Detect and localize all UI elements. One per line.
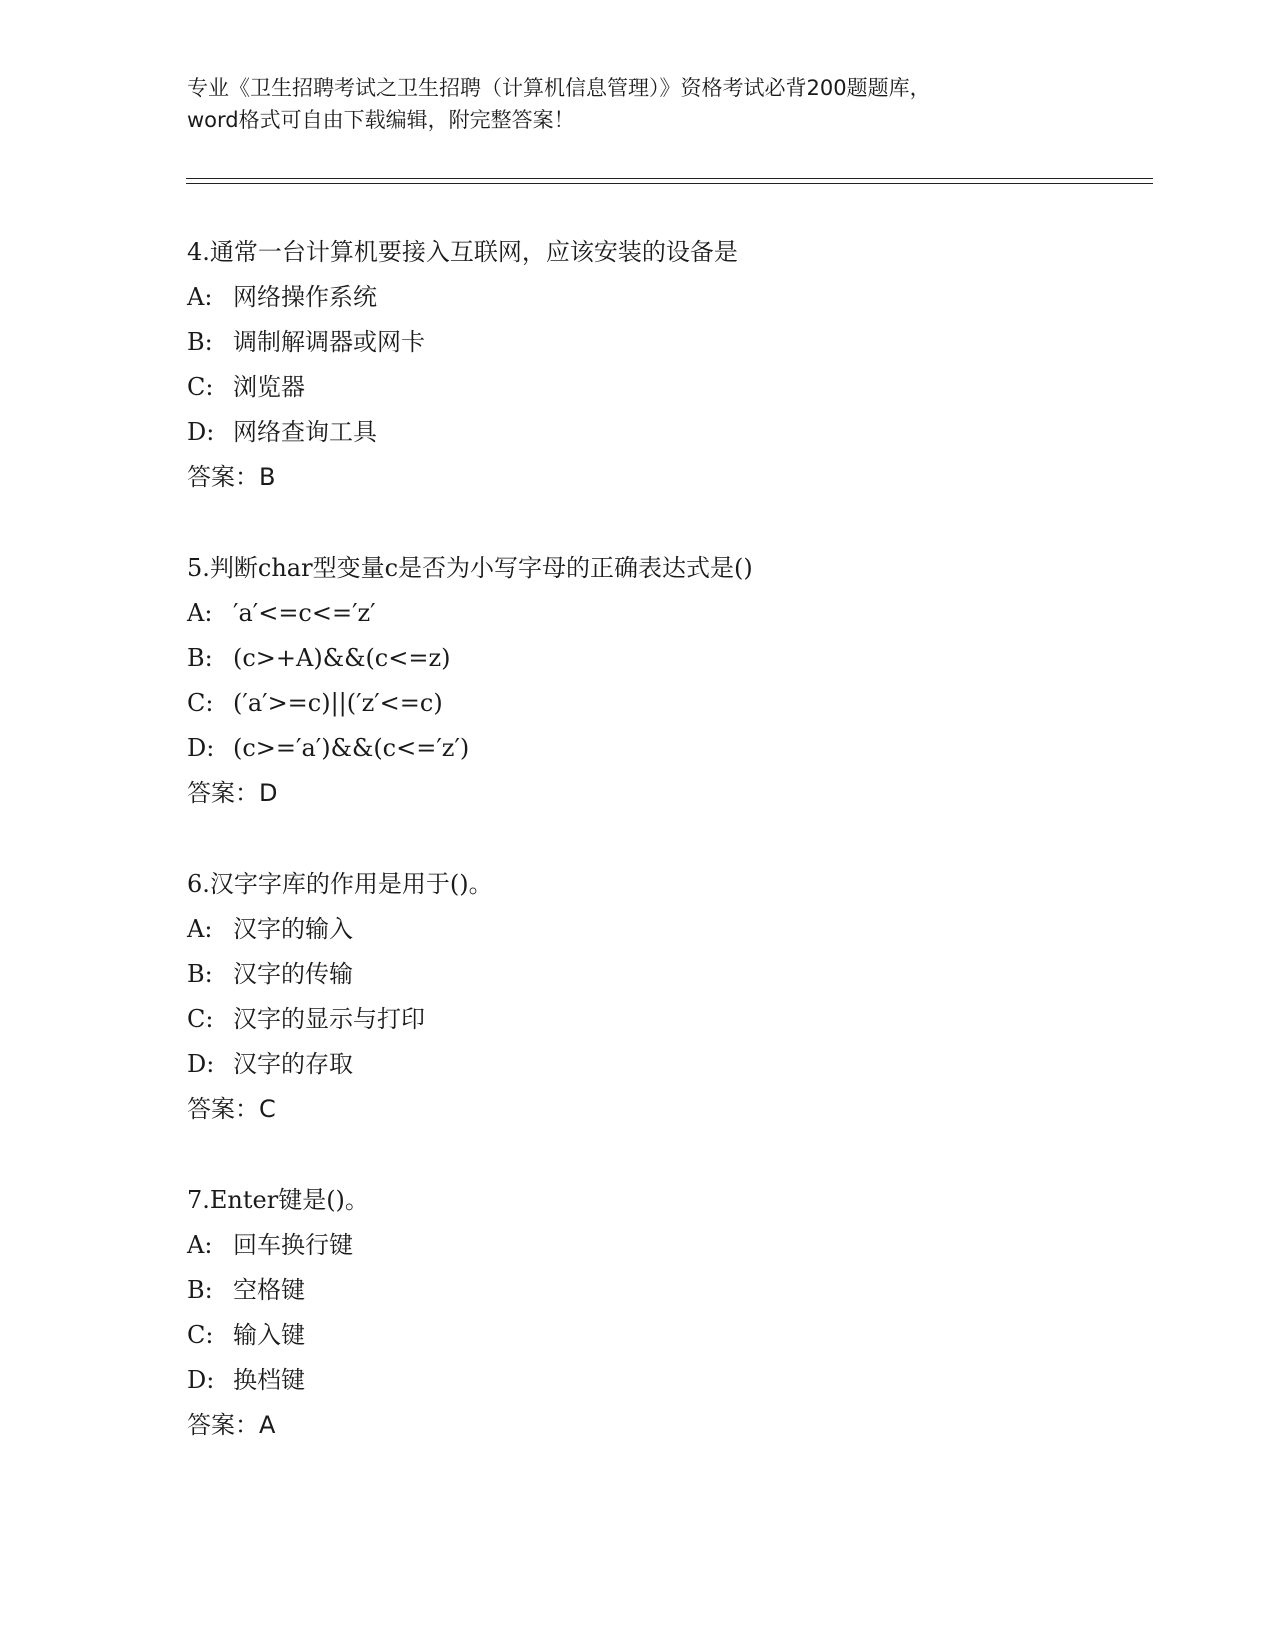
option-letter: B: xyxy=(187,328,213,356)
option-letter: B: xyxy=(187,644,213,672)
option-letter: D: xyxy=(187,734,215,762)
answer-line: 答案：D xyxy=(187,779,278,807)
header-divider-bottom xyxy=(186,183,1153,184)
option-b xyxy=(187,952,1147,997)
option-c xyxy=(187,365,1147,410)
option-b xyxy=(187,320,1147,365)
option-d xyxy=(187,1042,1147,1087)
option-text: 汉字的传输 xyxy=(233,960,353,988)
option-d xyxy=(187,726,1147,771)
option-text: ′a′<=c<=′z′ xyxy=(233,599,376,627)
option-text: 浏览器 xyxy=(233,373,305,401)
document-header xyxy=(187,72,1087,136)
option-text: 空格键 xyxy=(233,1276,305,1304)
option-text: 回车换行键 xyxy=(233,1231,353,1259)
option-letter: A: xyxy=(187,1231,213,1259)
question-4 xyxy=(187,230,1147,500)
header-line-2: word格式可自由下载编辑，附完整答案！ xyxy=(187,108,575,132)
option-c xyxy=(187,997,1147,1042)
question-text: 6.汉字字库的作用是用于()。 xyxy=(187,870,493,898)
option-d xyxy=(187,410,1147,455)
header-line-1: 专业《卫生招聘考试之卫生招聘（计算机信息管理）》资格考试必背200题题库， xyxy=(187,76,931,100)
question-6 xyxy=(187,862,1147,1132)
option-letter: D: xyxy=(187,418,215,446)
option-d xyxy=(187,1358,1147,1403)
option-letter: C: xyxy=(187,1321,214,1349)
question-text: 7.Enter键是()。 xyxy=(187,1186,369,1214)
option-letter: C: xyxy=(187,689,214,717)
question-text: 4.通常一台计算机要接入互联网，应该安装的设备是 xyxy=(187,238,738,266)
option-text: (′a′>=c)||(′z′<=c) xyxy=(233,689,443,717)
option-text: 汉字的输入 xyxy=(233,915,353,943)
question-5 xyxy=(187,546,1147,816)
header-divider-top xyxy=(186,178,1153,179)
option-text: 汉字的存取 xyxy=(233,1050,353,1078)
option-a xyxy=(187,1223,1147,1268)
option-letter: B: xyxy=(187,960,213,988)
option-text: 网络查询工具 xyxy=(233,418,377,446)
option-letter: C: xyxy=(187,1005,214,1033)
answer-line: 答案：A xyxy=(187,1411,276,1439)
option-b xyxy=(187,1268,1147,1313)
answer-line: 答案：C xyxy=(187,1095,276,1123)
option-text: 网络操作系统 xyxy=(233,283,377,311)
option-c xyxy=(187,1313,1147,1358)
question-text: 5.判断char型变量c是否为小写字母的正确表达式是() xyxy=(187,554,753,582)
option-a xyxy=(187,275,1147,320)
option-text: (c>+A)&&(c<=z) xyxy=(233,644,451,672)
option-letter: D: xyxy=(187,1366,215,1394)
option-letter: B: xyxy=(187,1276,213,1304)
option-letter: C: xyxy=(187,373,214,401)
option-text: (c>=′a′)&&(c<=′z′) xyxy=(233,734,470,762)
question-7 xyxy=(187,1178,1147,1448)
option-letter: D: xyxy=(187,1050,215,1078)
option-b xyxy=(187,636,1147,681)
option-letter: A: xyxy=(187,915,213,943)
option-c xyxy=(187,681,1147,726)
option-a xyxy=(187,907,1147,952)
answer-line: 答案：B xyxy=(187,463,276,491)
option-text: 输入键 xyxy=(233,1321,305,1349)
option-letter: A: xyxy=(187,599,213,627)
option-text: 汉字的显示与打印 xyxy=(233,1005,425,1033)
option-letter: A: xyxy=(187,283,213,311)
option-a xyxy=(187,591,1147,636)
option-text: 换档键 xyxy=(233,1366,305,1394)
option-text: 调制解调器或网卡 xyxy=(233,328,425,356)
